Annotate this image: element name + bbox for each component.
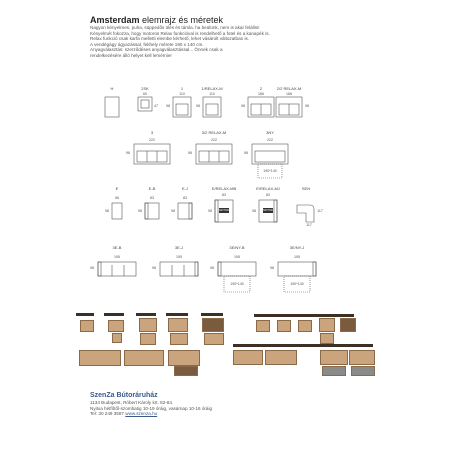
photo-tag [104, 313, 124, 316]
dim-e-relax-mb-w: 83 [222, 193, 226, 197]
dim-e-b-w: 83 [150, 196, 154, 200]
label-e-b: E-B [148, 186, 156, 191]
dim-3e-j-w: 195 [176, 255, 182, 259]
intro-line: Relax funkció csak karfa melletti elembe kérhető, lehet vásárolt változatban is. [90, 36, 250, 42]
dim-1-relax-w: 110 [209, 92, 215, 96]
product-photo [233, 350, 263, 365]
product-photo [265, 350, 297, 365]
intro-line: A vendégágy ágyazással, fekhely mérete 190 x 140 cm. [90, 41, 204, 47]
photo-tag [136, 313, 156, 316]
store-hours: Nyitva hétfőtől-szombatig 10-19 óráig, vasárnap 10-16 óráig [90, 405, 213, 411]
dim-sen-w: 117 [317, 209, 323, 213]
dim-3e-b-w: 195 [114, 255, 120, 259]
product-photo [277, 320, 291, 332]
dim-2-d: 98 [241, 104, 245, 108]
product-photo [140, 333, 156, 345]
dim-e-b-d: 98 [138, 209, 142, 213]
product-photo [168, 350, 200, 366]
label-sen: SEN [301, 186, 311, 191]
store-phone: Tel: 30 249 3587 [90, 411, 124, 417]
store-contact [90, 411, 350, 417]
dim-3e-ny-j-d: 98 [270, 266, 274, 270]
store-address: 1134 Budapest, Róbert Károly krt. 82-84. [90, 400, 174, 405]
product-photo [108, 320, 124, 332]
label-3: 3 [150, 130, 154, 135]
store-footer [90, 391, 350, 417]
drawing-3-relax [196, 144, 232, 164]
drawing-1 [173, 97, 191, 117]
label-1-relax: 1/RELAX-M [201, 86, 223, 91]
label-3e-b: 3E-B [112, 245, 122, 250]
product-photo [320, 333, 334, 344]
dim-3ny-w: 222 [267, 138, 273, 142]
dim-3e-j-d: 98 [152, 266, 156, 270]
dim-2sk-d: 47 [154, 104, 158, 108]
drawing-2-relax [276, 97, 302, 117]
product-photo [298, 320, 312, 332]
drawing-e [112, 203, 122, 219]
store-website-link[interactable]: www.szenza.hu [125, 411, 158, 417]
dim-2-relax-w: 166 [286, 92, 292, 96]
label-3e-ny-j: 3E/NY-J [289, 245, 305, 250]
drawing-3e-b [98, 262, 136, 276]
dim-3ny-d: 98 [244, 151, 248, 155]
dim-3-relax-d: 98 [188, 151, 192, 155]
label-2-relax: 2/2 RELAX-M [276, 86, 302, 91]
dim-e-relax-mb-d: 98 [208, 209, 212, 213]
dim-3ny-bed: 190*140 [263, 169, 277, 173]
motor-mark: MOTOR [263, 208, 273, 212]
photo-tag [166, 313, 188, 316]
dim-1-d: 98 [166, 104, 170, 108]
label-2: 2 [259, 86, 263, 91]
label-h: H [110, 86, 114, 91]
drawing-3e-ny-j [278, 262, 316, 292]
photo-tag [201, 313, 223, 316]
drawing-1-relax [203, 97, 221, 117]
product-photo [256, 320, 270, 332]
intro-line: rendelkezésére álló helyet kell lemérnie! [90, 52, 172, 58]
photo-tag [233, 344, 373, 347]
dim-1-relax-d: 98 [196, 104, 200, 108]
drawing-3e-j [160, 262, 198, 276]
product-photo [349, 350, 375, 365]
dim-1-w: 110 [179, 92, 185, 96]
drawing-e-b [145, 203, 159, 219]
motor-mark: MOTOR [219, 208, 229, 212]
dim-3e-b-d: 98 [90, 266, 94, 270]
drawing-3e-ny-b [218, 262, 256, 292]
label-e-j: E-J [182, 186, 188, 191]
product-photo [139, 318, 157, 332]
product-photo [80, 320, 94, 332]
label-2sk: 2SK [141, 86, 149, 91]
dim-e-relax-mj-d: 98 [252, 209, 256, 213]
store-name: SzenZa Bútoráruház [90, 392, 158, 399]
photo-tag [254, 314, 354, 317]
dim-3e-ny-b-d: 98 [210, 266, 214, 270]
product-photo [322, 366, 346, 376]
title-bold: Amsterdam [90, 15, 140, 25]
label-3e-ny-b: 3E/NY-B [229, 245, 245, 250]
product-photo [202, 318, 224, 332]
product-photo [204, 333, 224, 345]
intro-line: Anyagválasztás: szerződéses anyagválasztással... Önnek csak a [90, 47, 223, 53]
dim-3e-ny-b-bed: 190*140 [230, 282, 244, 286]
dim-e-relax-mj-w: 83 [266, 193, 270, 197]
product-photo [124, 350, 164, 366]
drawing-3 [134, 144, 170, 164]
drawing-e-j [178, 203, 192, 219]
photo-tag [76, 313, 94, 316]
dim-3-w: 222 [149, 138, 155, 142]
dim-e-j-d: 98 [171, 209, 175, 213]
product-photo [340, 318, 356, 332]
product-photo [174, 366, 198, 376]
title-rest: elemrajz és méretek [139, 15, 224, 25]
product-photo [320, 350, 348, 365]
intro-line: Kényelmét fokozza, hogy motoros Relax funkcióval is rendelhető a fotel és a kanapék is. [90, 30, 270, 36]
label-e: E [115, 186, 119, 191]
dim-e-j-w: 83 [183, 196, 187, 200]
product-photo [112, 333, 122, 343]
product-photo [319, 318, 335, 332]
dim-3-d: 98 [126, 151, 130, 155]
drawing-sen [297, 205, 314, 222]
dim-2-relax-d: 98 [305, 104, 309, 108]
dim-3e-ny-j-w: 195 [294, 255, 300, 259]
label-3ny: 3NY [266, 130, 274, 135]
label-e-relax-mj: E/RELAX-MJ [256, 186, 280, 191]
label-3-relax: 3/2 RELAX-M [201, 130, 227, 135]
dim-3e-ny-j-bed: 190*140 [290, 282, 304, 286]
drawing-h [105, 97, 119, 117]
intro-line: Nagyon kényelmes, puha, süppedős ülés és támla, ha beülünk, nem is akar felállni! [90, 25, 260, 30]
dim-e-d: 98 [105, 209, 109, 213]
label-3e-j: 3E-J [174, 245, 184, 250]
dim-3-relax-w: 222 [211, 138, 217, 142]
dim-e-w: 56 [115, 196, 119, 200]
label-1: 1 [180, 86, 184, 91]
drawing-2 [248, 97, 274, 117]
label-e-relax-mb: E/RELAX-MB [211, 186, 237, 191]
dim-3e-ny-b-w: 195 [234, 255, 240, 259]
dim-2-w: 166 [258, 92, 264, 96]
product-photo [79, 350, 121, 366]
product-photo [170, 333, 188, 345]
dim-2sk-w: 60 [143, 92, 147, 96]
product-photo [351, 366, 375, 376]
product-photo [168, 318, 188, 332]
drawing-2sk [138, 97, 152, 111]
dim-sen-d: 117 [306, 223, 312, 227]
